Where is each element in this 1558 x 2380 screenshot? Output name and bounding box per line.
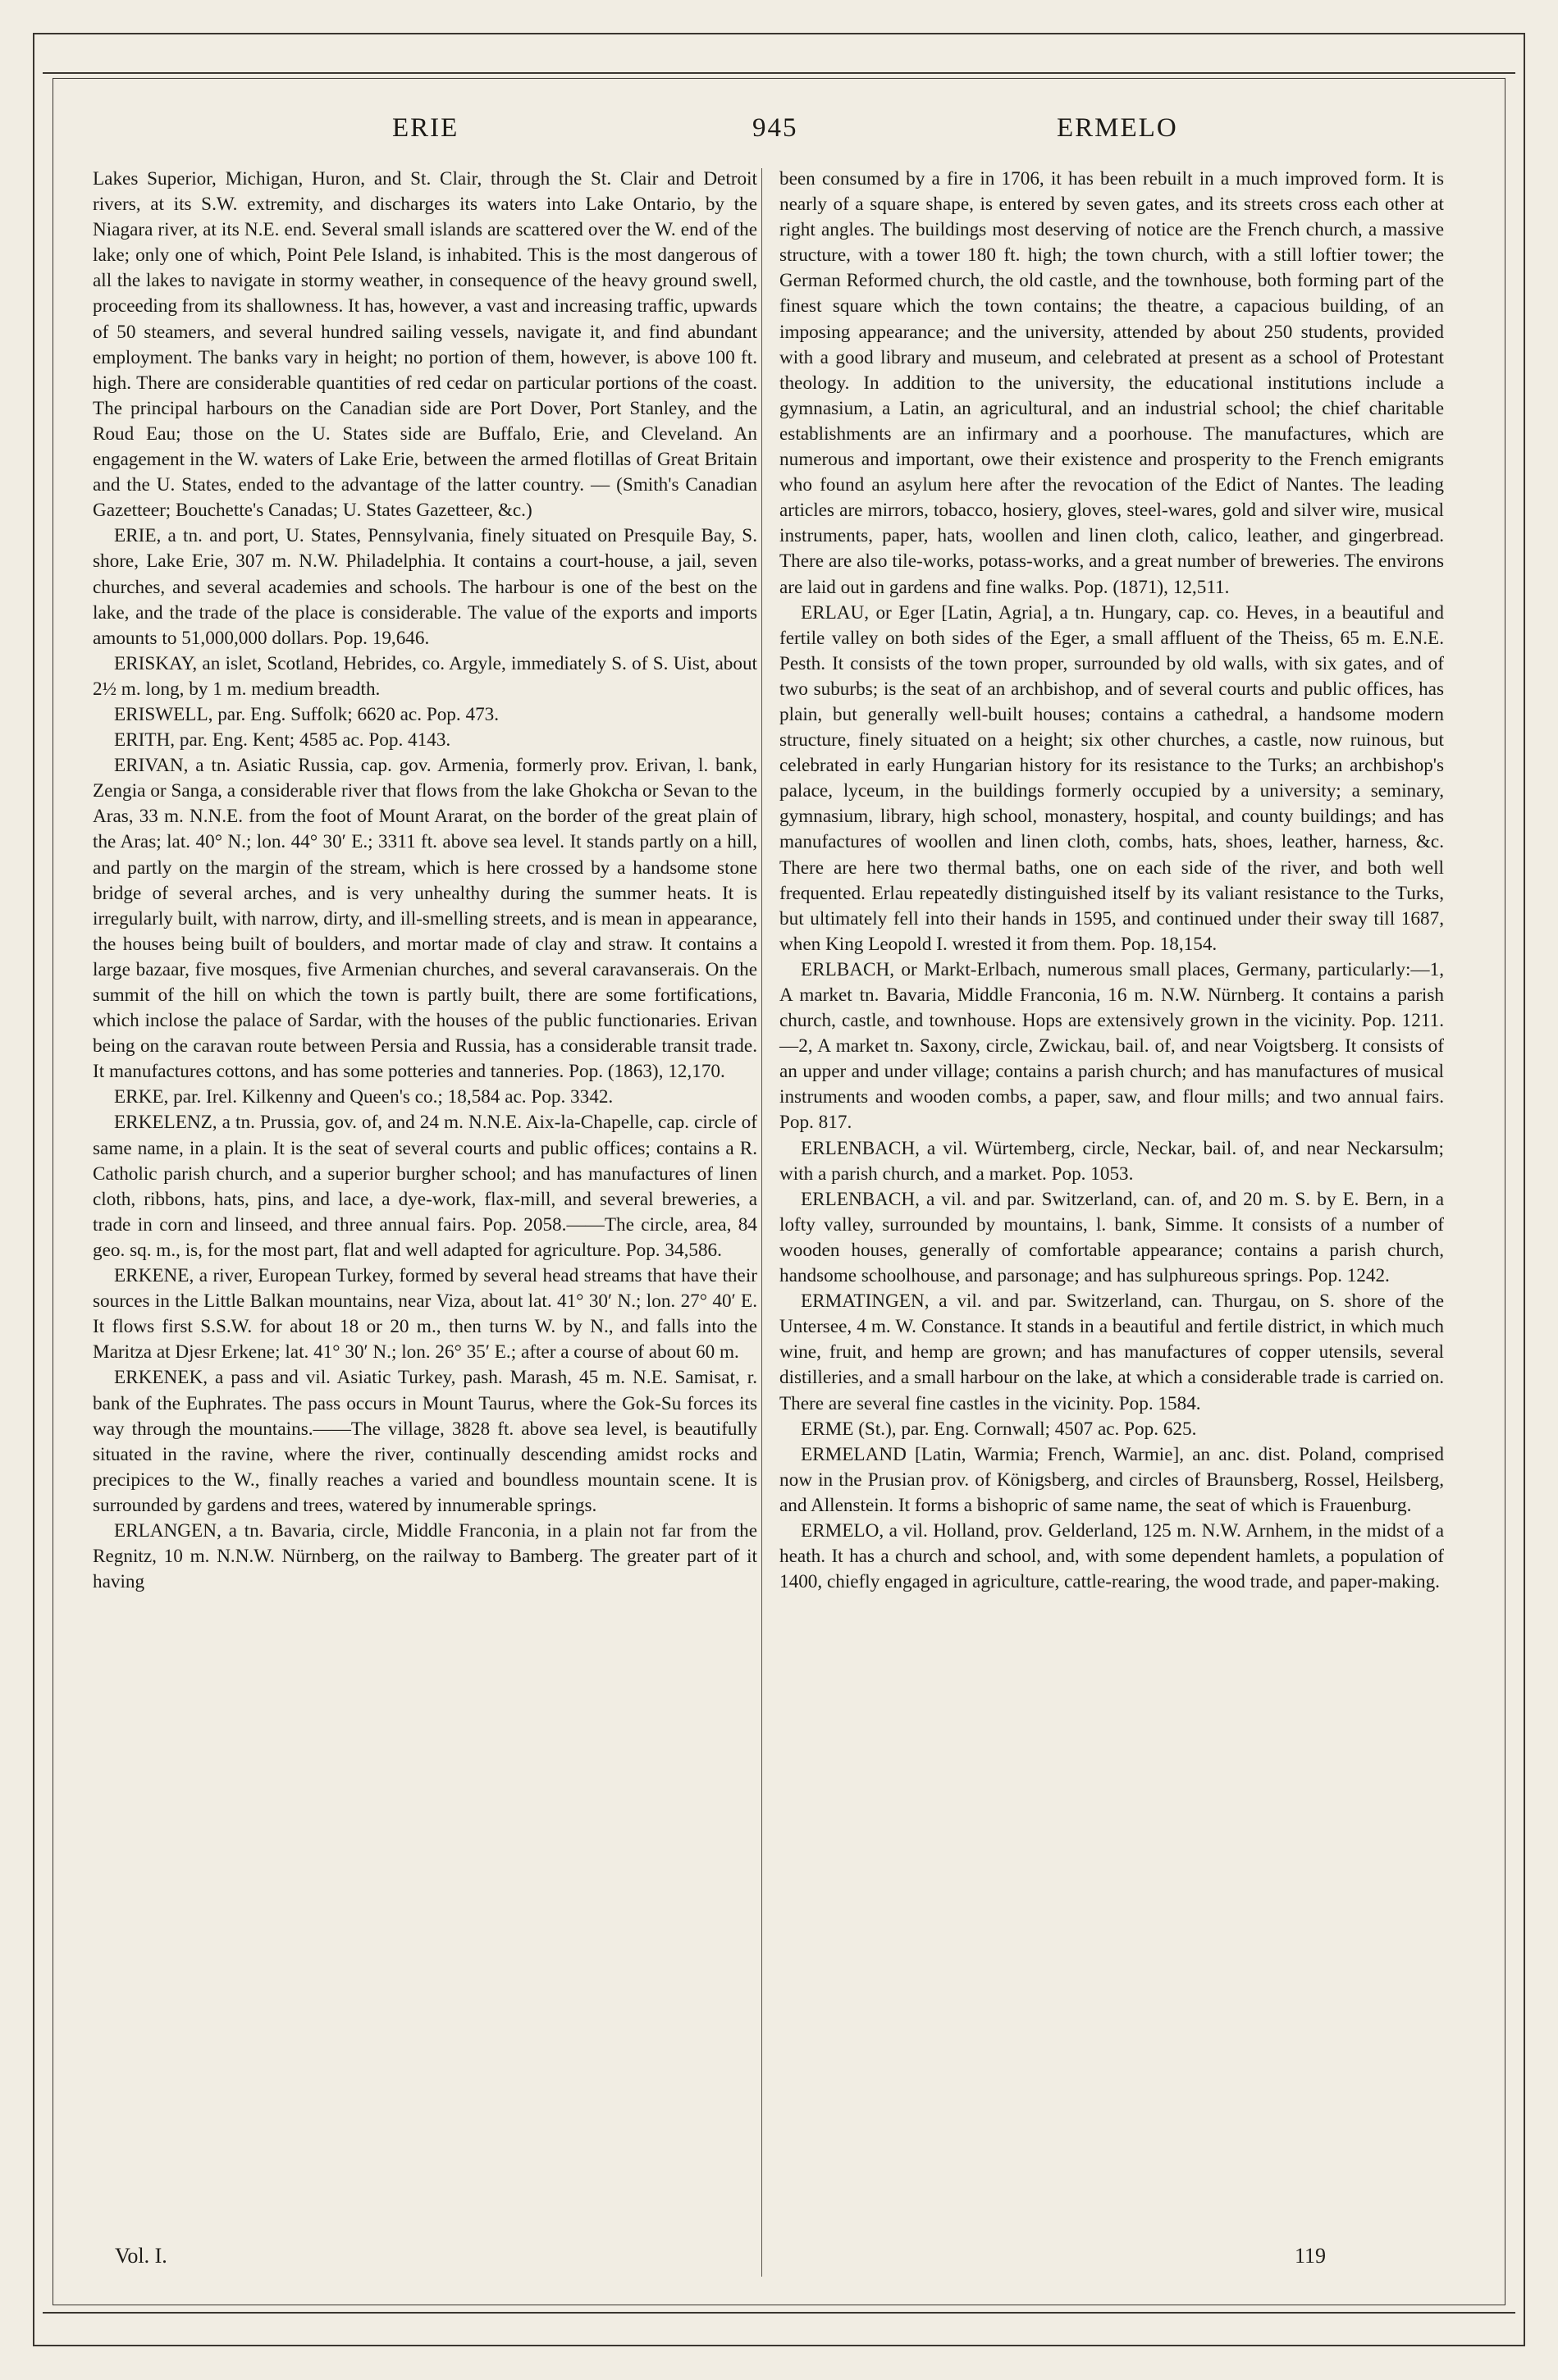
entry-erlangen: ERLANGEN, a tn. Bavaria, circle, Middle Franconia, in a plain not far from the Regnitz, 10 m. N.N.W. Nürnberg, on the railway to Bamberg. The greater part of it having: [93, 1519, 757, 1593]
entry-erlenbach-switzerland: ERLENBACH, a vil. and par. Switzerland, can. of, and 20 m. S. by E. Bern, in a lofty valley, surrounded by mountains, l. bank, Simme. It consists of a number of wooden houses, generally of comfortable appearance; contains a parish church, handsome schoolhouse, and parsonage; and has sulphureous springs. Pop. 1242.: [779, 1188, 1444, 1287]
entry-erivan: ERIVAN, a tn. Asiatic Russia, cap. gov. Armenia, formerly prov. Erivan, l. bank, Zengia or Sanga, a considerable river that flows from the lake Ghokcha or Sevan to the Aras, 33 m. N.N.E. from the foot of Mount Ararat, on the border of the great plain of the Aras; lat. 40° N.; lon. 44° 30′ E.; 3311 ft. above sea level. It stands partly on a hill, and partly on the margin of the stream, which is here crossed by a handsome stone bridge of several arches, and is very unhealthy during the summer heats. It is irregularly built, with narrow, dirty, and ill-smelling streets, and is mean in appearance, the houses being built of boulders, and mortar made of clay and straw. It contains a large bazaar, five mosques, five Armenian churches, and several caravanserais. On the summit of the hill on which the town is partly built, there are some fortifications, which inclose the palace of Sardar, with the houses of the public functionaries. Erivan being on the caravan route between Persia and Russia, has a considerable transit trade. It manufactures cottons, and has some potteries and tanneries. Pop. (1863), 12,170.: [93, 755, 757, 1083]
entry-erlangen-continued: been consumed by a fire in 1706, it has been rebuilt in a much improved form. It is nearly of a square shape, is entered by seven gates, and its streets cross each other at right angles. The buildings most deserving of notice are the French church, a massive structure, with a tower 180 ft. high; the town church, with a still loftier tower; the German Reformed church, the old castle, and the townhouse, both forming part of the finest square which the town contains; the theatre, a capacious building, of an imposing appearance; and the university, attended by about 250 students, provided with a good library and museum, and celebrated at present as a school of Protestant theology. In addition to the university, the educational institutions include a gymnasium, a Latin, an agricultural, and an industrial school; the chief charitable establishments are an infirmary and a poorhouse. The manufactures, which are numerous and important, owe their existence and prosperity to the French emigrants who found an asylum here after the revocation of the Edict of Nantes. The leading articles are mirrors, tobacco, hosiery, gloves, steel-wares, gold and silver wire, musical instruments, paper, hats, woollen and linen cloth, calico, leather, and gingerbread. There are also tile-works, potass-works, and a great number of breweries. The environs are laid out in gardens and fine walks. Pop. (1871), 12,511.: [779, 168, 1444, 598]
top-rule: [43, 72, 1515, 74]
entry-erith: ERITH, par. Eng. Kent; 4585 ac. Pop. 4143.: [114, 729, 451, 751]
entry-erke: ERKE, par. Irel. Kilkenny and Queen's co.; 18,584 ac. Pop. 3342.: [114, 1086, 614, 1108]
entry-erie-town: ERIE, a tn. and port, U. States, Pennsylvania, finely situated on Presquile Bay, S. shore, Lake Erie, 307 m. N.W. Philadelphia. It contains a court-house, a jail, seven churches, and several academies and schools. The harbour is one of the best on the lake, and the trade of the place is considerable. The value of the exports and imports amounts to 51,000,000 dollars. Pop. 19,646.: [93, 525, 757, 649]
entry-erme: ERME (St.), par. Eng. Cornwall; 4507 ac. Pop. 625.: [801, 1418, 1197, 1440]
entry-eriskay: ERISKAY, an islet, Scotland, Hebrides, co. Argyle, immediately S. of S. Uist, about 2½ m. long, by 1 m. medium breadth.: [93, 652, 757, 700]
entry-ermelo: ERMELO, a vil. Holland, prov. Gelderland, 125 m. N.W. Arnhem, in the midst of a heath. It has a church and school, and, with some dependent hamlets, a population of 1400, chiefly engaged in agriculture, cattle-rearing, the wood trade, and paper-making.: [779, 1519, 1444, 1593]
running-head-left: ERIE: [392, 113, 459, 143]
entry-erlenbach-wurtemberg: ERLENBACH, a vil. Würtemberg, circle, Neckar, bail. of, and near Neckarsulm; with a parish church, and a market. Pop. 1053.: [779, 1137, 1444, 1185]
column-divider: [761, 168, 762, 2277]
left-column: [93, 167, 757, 1595]
entry-ermeland: ERMELAND [Latin, Warmia; French, Warmie], an anc. dist. Poland, comprised now in the Prusian prov. of Königsberg, and circles of Braunsberg, Rossel, Heilsberg, and Allenstein. It forms a bishopric of same name, the seat of which is Frauenburg.: [779, 1443, 1444, 1516]
right-column: [779, 167, 1444, 1595]
volume-label: Vol. I.: [115, 2244, 167, 2268]
entry-erkenek: ERKENEK, a pass and vil. Asiatic Turkey, pash. Marash, 45 m. N.E. Samisat, r. bank of the Euphrates. The pass occurs in Mount Taurus, where the Gok-Su forces its way through the mountains.——The village, 3828 ft. above sea level, is beautifully situated in the ravine, where the river, continually descending amidst rocks and precipices to the W., finally reaches a varied and boundless mountain scene. It is surrounded by gardens and trees, watered by innumerable springs.: [93, 1367, 757, 1516]
bottom-rule: [43, 2312, 1515, 2314]
page-number: 945: [752, 113, 798, 143]
entry-erie-lake-continued: Lakes Superior, Michigan, Huron, and St. Clair, through the St. Clair and Detroit rivers, at its S.W. extremity, and discharges its waters into Lake Ontario, by the Niagara river, at its N.E. end. Several small islands are scattered over the W. end of the lake; only one of which, Point Pele Island, is inhabited. This is the most dangerous of all the lakes to navigate in stormy weather, in consequence of the heavy ground swell, proceeding from its shallowness. It has, however, a vast and increasing traffic, upwards of 50 steamers, and several hundred sailing vessels, navigate it, and find abundant employment. The banks vary in height; no portion of them, however, is above 100 ft. high. There are considerable quantities of red cedar on particular portions of the coast. The principal harbours on the Canadian side are Port Dover, Port Stanley, and the Roud Eau; those on the U. States side are Buffalo, Erie, and Cleveland. An engagement in the W. waters of Lake Erie, between the armed flotillas of Great Britain and the U. States, ended to the advantage of the latter country. — (Smith's Canadian Gazetteer; Bouchette's Canadas; U. States Gazetteer, &c.): [93, 168, 757, 522]
entry-erlbach: ERLBACH, or Markt-Erlbach, numerous small places, Germany, particularly:—1, A market tn. Bavaria, Middle Franconia, 16 m. N.W. Nürnberg. It contains a parish church, castle, and townhouse. Hops are extensively grown in the vicinity. Pop. 1211.—2, A market tn. Saxony, circle, Zwickau, bail. of, and near Voigtsberg. It consists of an upper and under village; contains a parish church; and has manufactures of musical instruments and wooden combs, a paper, saw, and flour mills; and two annual fairs. Pop. 817.: [779, 958, 1444, 1134]
entry-erlau: ERLAU, or Eger [Latin, Agria], a tn. Hungary, cap. co. Heves, in a beautiful and fertile valley on both sides of the Eger, a small affluent of the Theiss, 65 m. E.N.E. Pesth. It consists of the town proper, surrounded by old walls, with six gates, and of two suburbs; is the seat of an archbishop, and of several courts and public offices, has plain, but generally well-built houses; contains a cathedral, a handsome modern structure, finely situated on a height; six other churches, a castle, now ruinous, but celebrated in early Hungarian history for its resistance to the Turks; an archbishop's palace, lyceum, in the buildings formerly occupied by a university; a seminary, gymnasium, library, high school, monastery, hospital, and county buildings; and has manufactures of woollen and linen cloth, combs, hats, shoes, leather, harness, &c. There are here two thermal baths, one on each side of the river, and both well frequented. Erlau repeatedly distinguished itself by its valiant resistance to the Turks, but ultimately fell into their hands in 1595, and continued under their sway till 1687, when King Leopold I. wrested it from them. Pop. 18,154.: [779, 601, 1444, 955]
entry-erkene: ERKENE, a river, European Turkey, formed by several head streams that have their sources in the Little Balkan mountains, near Viza, about lat. 41° 30′ N.; lon. 27° 40′ E. It flows first S.S.W. for about 18 or 20 m., then turns W. by N., and falls into the Maritza at Djesr Erkene; lat. 41° 30′ N.; lon. 26° 35′ E.; after a course of about 60 m.: [93, 1265, 757, 1364]
running-head-right: ERMELO: [1057, 113, 1178, 143]
signature-mark: 119: [1295, 2244, 1327, 2268]
entry-ermatingen: ERMATINGEN, a vil. and par. Switzerland, can. Thurgau, on S. shore of the Untersee, 4 m. W. Constance. It stands in a beautiful and fertile district, in which much wine, fruit, and hemp are grown; and has manufactures of copper utensils, several distilleries, and a small harbour on the lake, at which a considerable trade is carried on. There are several fine castles in the vicinity. Pop. 1584.: [779, 1290, 1444, 1414]
entry-erkelenz: ERKELENZ, a tn. Prussia, gov. of, and 24 m. N.N.E. Aix-la-Chapelle, cap. circle of same name, in a plain. It is the seat of several courts and public offices; contains a R. Catholic parish church, and a superior burgher school; and has manufactures of linen cloth, ribbons, hats, pins, and lace, a dye-work, flax-mill, and several breweries, a trade in corn and linseed, and three annual fairs. Pop. 2058.——The circle, area, 84 geo. sq. m., is, for the most part, flat and well adapted for agriculture. Pop. 34,586.: [93, 1112, 757, 1261]
entry-eriswell: ERISWELL, par. Eng. Suffolk; 6620 ac. Pop. 473.: [114, 703, 500, 725]
